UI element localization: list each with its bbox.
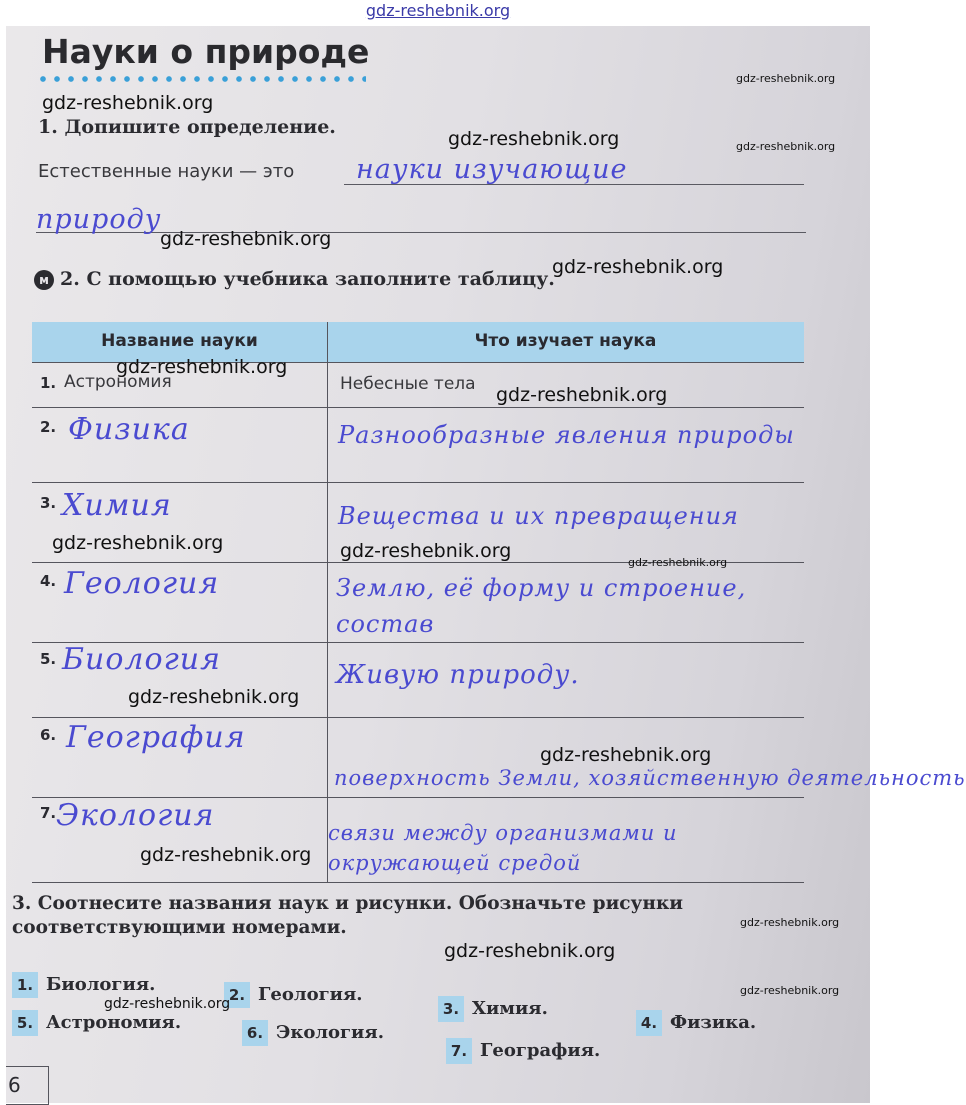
watermark: gdz-reshebnik.org [52, 532, 224, 554]
science-subject: Землю, её форму и строение, состав [336, 574, 747, 638]
watermark: gdz-reshebnik.org [444, 940, 616, 962]
task1-heading: 1. Допишите определение. [38, 116, 336, 138]
option-label: География. [480, 1040, 601, 1061]
option-item [224, 982, 363, 1008]
option-number: 2. [224, 982, 250, 1008]
science-subject: Живую природу. [336, 660, 580, 690]
row-divider [32, 482, 804, 483]
science-table [32, 322, 966, 882]
task3-heading: 3. Соотнесите названия наук и рисунки. Обозначьте рисунки соответствующими номерами. [12, 893, 684, 938]
option-number: 1. [12, 972, 38, 998]
science-name: Астрономия [64, 372, 172, 392]
watermark: gdz-reshebnik.org [116, 356, 288, 378]
site-header-link[interactable]: gdz-reshebnik.org [365, 1, 511, 20]
textbook-icon: м [34, 270, 54, 290]
watermark: gdz-reshebnik.org [140, 844, 312, 866]
workbook-page [6, 26, 966, 1103]
row-divider [32, 407, 804, 408]
science-subject: Небесные тела [340, 374, 476, 394]
watermark: gdz-reshebnik.org [42, 92, 214, 114]
watermark: gdz-reshebnik.org [740, 984, 840, 997]
option-item [446, 1038, 600, 1064]
option-label: Химия. [472, 998, 548, 1019]
row-divider [32, 717, 804, 718]
science-name: Физика [68, 412, 190, 447]
watermark: gdz-reshebnik.org [628, 556, 728, 569]
header-studies: Что изучает наука [474, 331, 657, 351]
option-label: Физика. [670, 1012, 757, 1033]
dotted-divider [36, 74, 366, 84]
science-name: География [66, 720, 246, 755]
row-number: 4. [40, 572, 57, 590]
header-science: Название науки [101, 331, 258, 351]
option-label: Геология. [258, 984, 363, 1005]
option-number: 5. [12, 1010, 38, 1036]
option-item [242, 1020, 384, 1046]
handwritten-answer: науки изучающие [356, 154, 628, 185]
row-number: 3. [40, 494, 57, 512]
science-subject: Вещества и их превращения [338, 502, 739, 530]
watermark: gdz-reshebnik.org [160, 228, 332, 250]
handwritten-answer: природу [36, 204, 162, 235]
science-name: Химия [62, 488, 172, 523]
science-name: Геология [64, 566, 220, 601]
option-number: 4. [636, 1010, 662, 1036]
task2-heading: м 2. С помощью учебника заполните таблицу. [34, 268, 555, 290]
definition-label: Естественные науки — это [38, 161, 295, 182]
science-subject: связи между организмами и окружающей средой [328, 821, 678, 875]
option-number: 7. [446, 1038, 472, 1064]
science-name: Экология [56, 798, 215, 833]
page-title: Науки о природе [42, 32, 370, 71]
option-label: Экология. [276, 1022, 384, 1043]
watermark: gdz-reshebnik.org [736, 72, 836, 85]
option-item [636, 1010, 756, 1036]
option-number: 6. [242, 1020, 268, 1046]
option-number: 3. [438, 996, 464, 1022]
row-number: 5. [40, 650, 57, 668]
option-label: Астрономия. [46, 1012, 182, 1033]
science-subject: Разнообразные явления природы [338, 421, 795, 449]
science-name: Биология [62, 642, 221, 677]
watermark: gdz-reshebnik.org [496, 384, 668, 406]
option-item [438, 996, 548, 1022]
option-item [12, 972, 155, 998]
row-divider [32, 882, 804, 883]
watermark: gdz-reshebnik.org [552, 256, 724, 278]
science-subject: поверхность Земли, хозяйственную деятельность [334, 766, 966, 790]
watermark: gdz-reshebnik.org [540, 744, 712, 766]
row-number: 7. [40, 804, 57, 822]
watermark: gdz-reshebnik.org [340, 540, 512, 562]
column-divider [327, 322, 328, 882]
row-number: 2. [40, 418, 57, 436]
watermark: gdz-reshebnik.org [104, 996, 231, 1012]
watermark: gdz-reshebnik.org [740, 916, 840, 929]
watermark: gdz-reshebnik.org [128, 686, 300, 708]
option-item [12, 1010, 181, 1036]
row-number: 1. [40, 374, 57, 392]
page-number: 6 [6, 1066, 49, 1105]
row-number: 6. [40, 726, 57, 744]
watermark: gdz-reshebnik.org [736, 140, 836, 153]
watermark: gdz-reshebnik.org [448, 128, 620, 150]
option-label: Биология. [46, 974, 156, 995]
